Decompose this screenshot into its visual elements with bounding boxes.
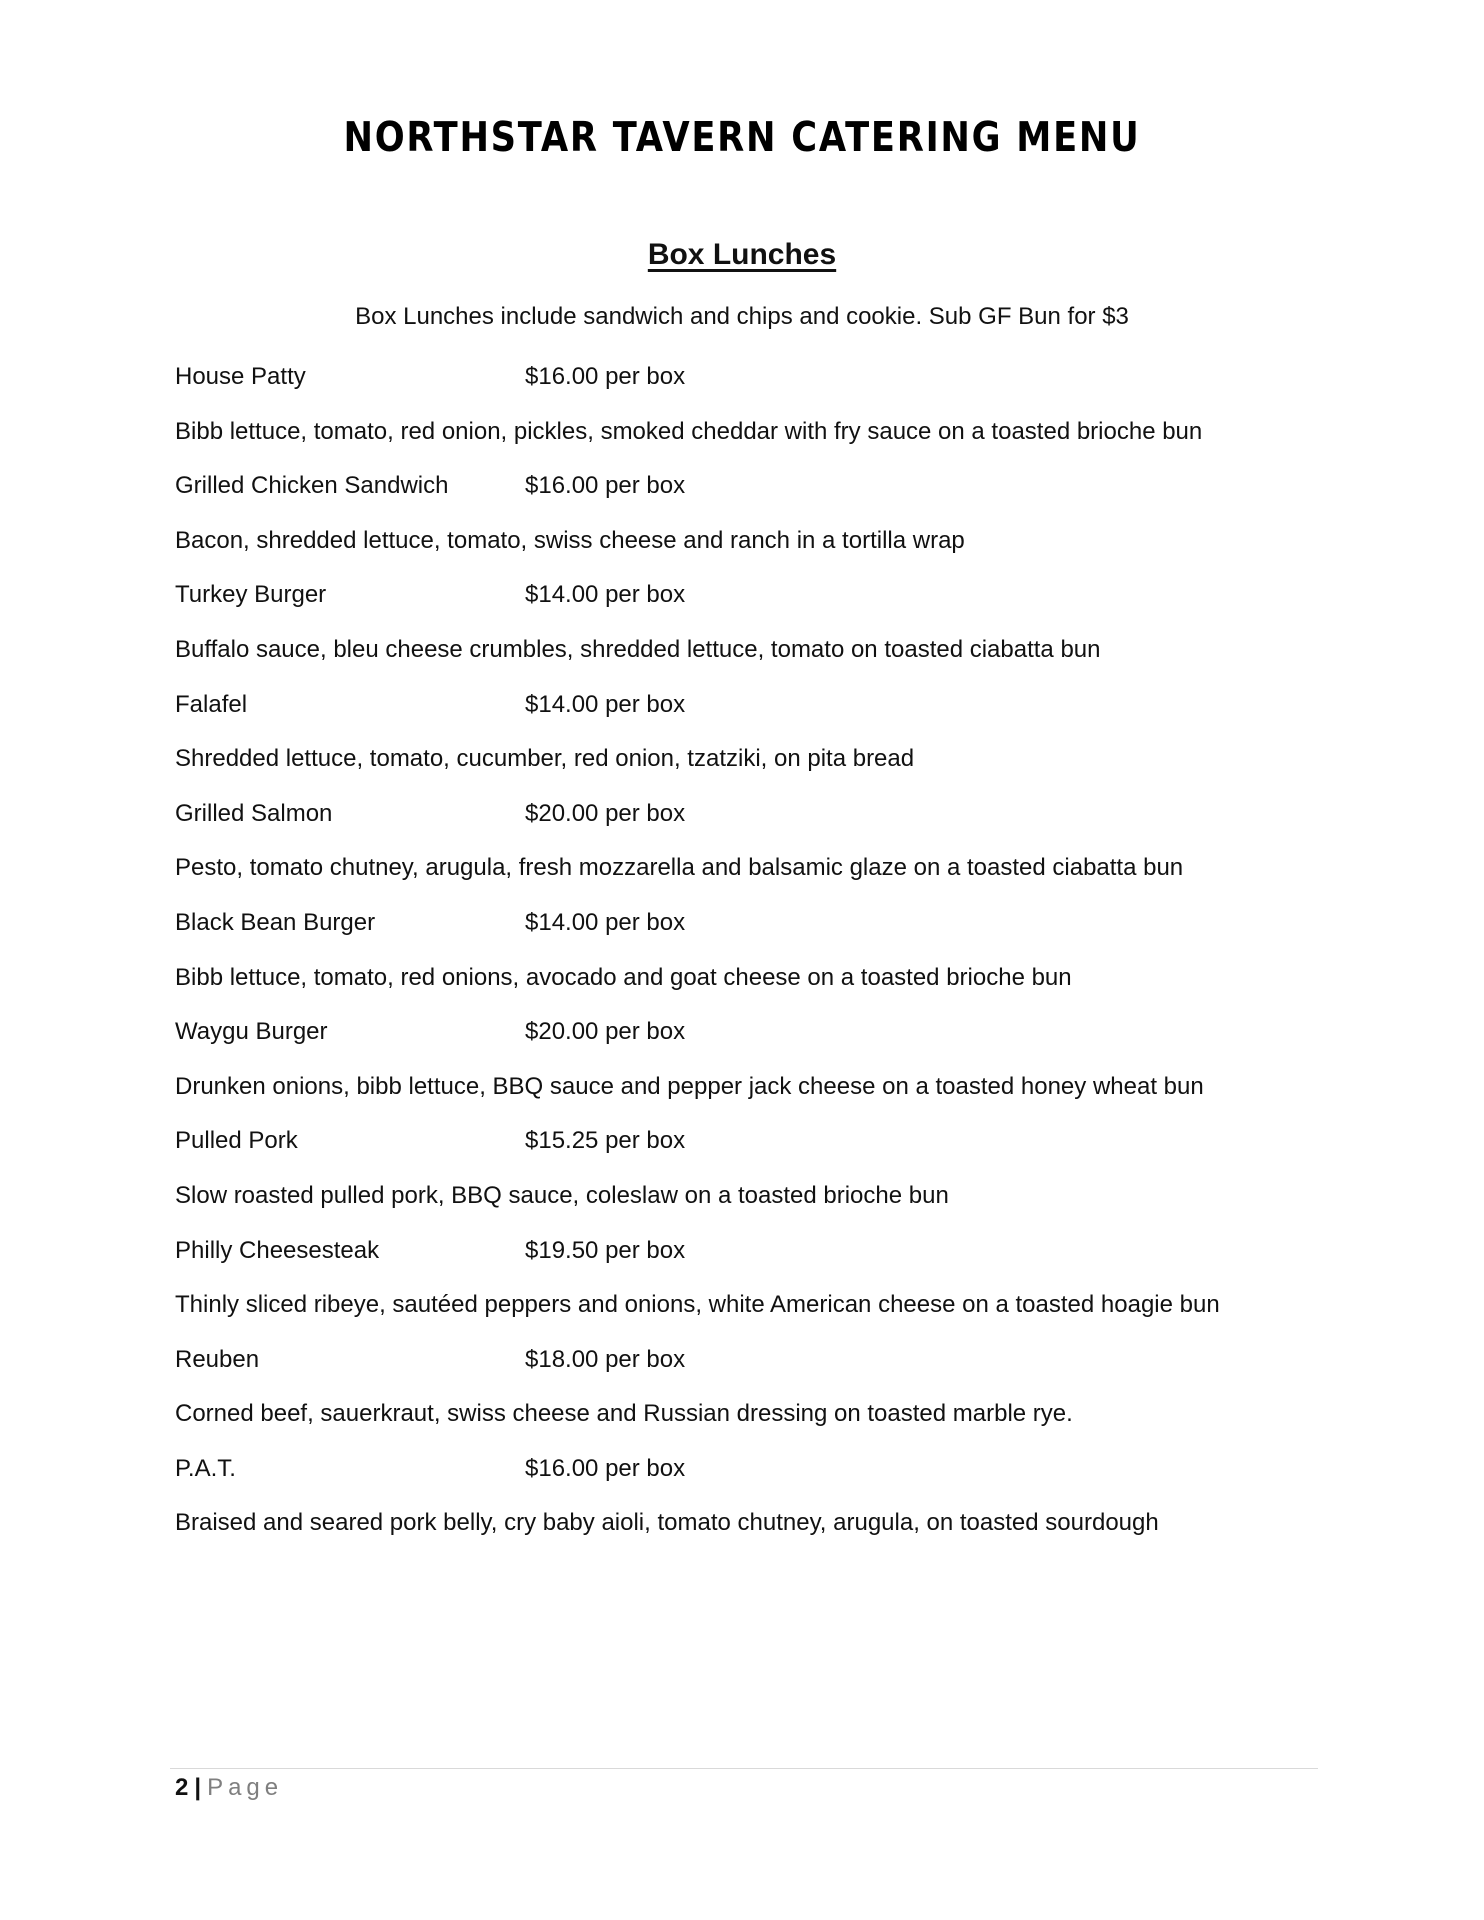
menu-item <box>175 350 1315 459</box>
menu-item-name: Black Bean Burger <box>175 908 376 936</box>
menu-item-price: $16.00 per box <box>525 363 686 390</box>
menu-item-name: Philly Cheesesteak <box>175 1236 380 1264</box>
menu-item-price: $20.00 per box <box>525 799 686 827</box>
menu-item-name: Grilled Chicken Sandwich <box>175 472 449 500</box>
menu-item-description: Buffalo sauce, bleu cheese crumbles, shredded lettuce, tomato on toasted ciabatta bun <box>175 635 1101 663</box>
menu-item-name: Grilled Salmon <box>175 799 333 827</box>
menu-item-price: $14.00 per box <box>525 908 686 936</box>
menu-item-description: Braised and seared pork belly, cry baby aioli, tomato chutney, arugula, on toasted sourdough <box>175 1509 1159 1537</box>
menu-item <box>175 678 1315 787</box>
menu-item <box>175 787 1315 896</box>
menu-item-name: P.A.T. <box>175 1454 236 1482</box>
menu-item-price: $16.00 per box <box>525 1454 686 1482</box>
menu-item-price: $14.00 per box <box>525 581 686 609</box>
menu-item-name: Falafel <box>175 690 248 718</box>
menu-item-row <box>175 568 1315 623</box>
menu-item-description: Bacon, shredded lettuce, tomato, swiss cheese and ranch in a tortilla wrap <box>175 526 965 554</box>
menu-item <box>175 1114 1315 1223</box>
menu-item-row <box>175 350 1315 405</box>
section-heading: Box Lunches <box>647 238 837 271</box>
menu-item <box>175 1224 1315 1333</box>
footer-separator: | <box>194 1774 202 1801</box>
menu-item-row <box>175 896 1315 951</box>
page-footer <box>175 1773 283 1803</box>
menu-item <box>175 896 1315 1005</box>
menu-item-name: House Patty <box>175 363 306 390</box>
menu-item <box>175 1442 1315 1551</box>
menu-item <box>175 1005 1315 1114</box>
menu-item-description: Pesto, tomato chutney, arugula, fresh mozzarella and balsamic glaze on a toasted ciabatta bun <box>175 854 1184 882</box>
menu-item-row <box>175 787 1315 842</box>
menu-item-price: $14.00 per box <box>525 690 686 718</box>
menu-item-price: $20.00 per box <box>525 1018 686 1046</box>
menu-item-description: Shredded lettuce, tomato, cucumber, red onion, tzatziki, on pita bread <box>175 745 915 773</box>
menu-item-price: $19.50 per box <box>525 1236 686 1264</box>
menu-list <box>175 350 1315 1551</box>
menu-item-name: Reuben <box>175 1345 260 1373</box>
menu-item-description: Thinly sliced ribeye, sautéed peppers and onions, white American cheese on a toasted hoagie bun <box>175 1291 1220 1319</box>
menu-item-price: $18.00 per box <box>525 1345 686 1373</box>
footer-divider <box>170 1768 1318 1769</box>
menu-item-description: Bibb lettuce, tomato, red onion, pickles, smoked cheddar with fry sauce on a toasted brioche bun <box>175 417 1203 445</box>
menu-item-description: Bibb lettuce, tomato, red onions, avocado and goat cheese on a toasted brioche bun <box>175 963 1072 991</box>
menu-item-row <box>175 1114 1315 1169</box>
page-title: NORTHSTAR TAVERN CATERING MENU <box>343 113 1141 162</box>
menu-item-row <box>175 678 1315 733</box>
menu-item-name: Waygu Burger <box>175 1018 328 1046</box>
menu-item-price: $16.00 per box <box>525 472 686 500</box>
menu-item <box>175 568 1315 677</box>
menu-item-price: $15.25 per box <box>525 1127 686 1155</box>
menu-item <box>175 1333 1315 1442</box>
menu-item-row <box>175 1005 1315 1060</box>
page-label: Page <box>207 1774 284 1801</box>
menu-item-row <box>175 1333 1315 1388</box>
menu-item-description: Drunken onions, bibb lettuce, BBQ sauce and pepper jack cheese on a toasted honey wheat bun <box>175 1072 1204 1100</box>
menu-item-row <box>175 459 1315 514</box>
menu-item-row <box>175 1224 1315 1279</box>
page-number: 2 <box>175 1774 189 1801</box>
menu-item-description: Corned beef, sauerkraut, swiss cheese and Russian dressing on toasted marble rye. <box>175 1400 1073 1428</box>
menu-item-name: Turkey Burger <box>175 581 327 609</box>
menu-item-row <box>175 1442 1315 1497</box>
menu-item-name: Pulled Pork <box>175 1127 298 1155</box>
section-note: Box Lunches include sandwich and chips and cookie. Sub GF Bun for $3 <box>355 303 1129 330</box>
menu-item-description: Slow roasted pulled pork, BBQ sauce, coleslaw on a toasted brioche bun <box>175 1181 949 1209</box>
menu-item <box>175 459 1315 568</box>
